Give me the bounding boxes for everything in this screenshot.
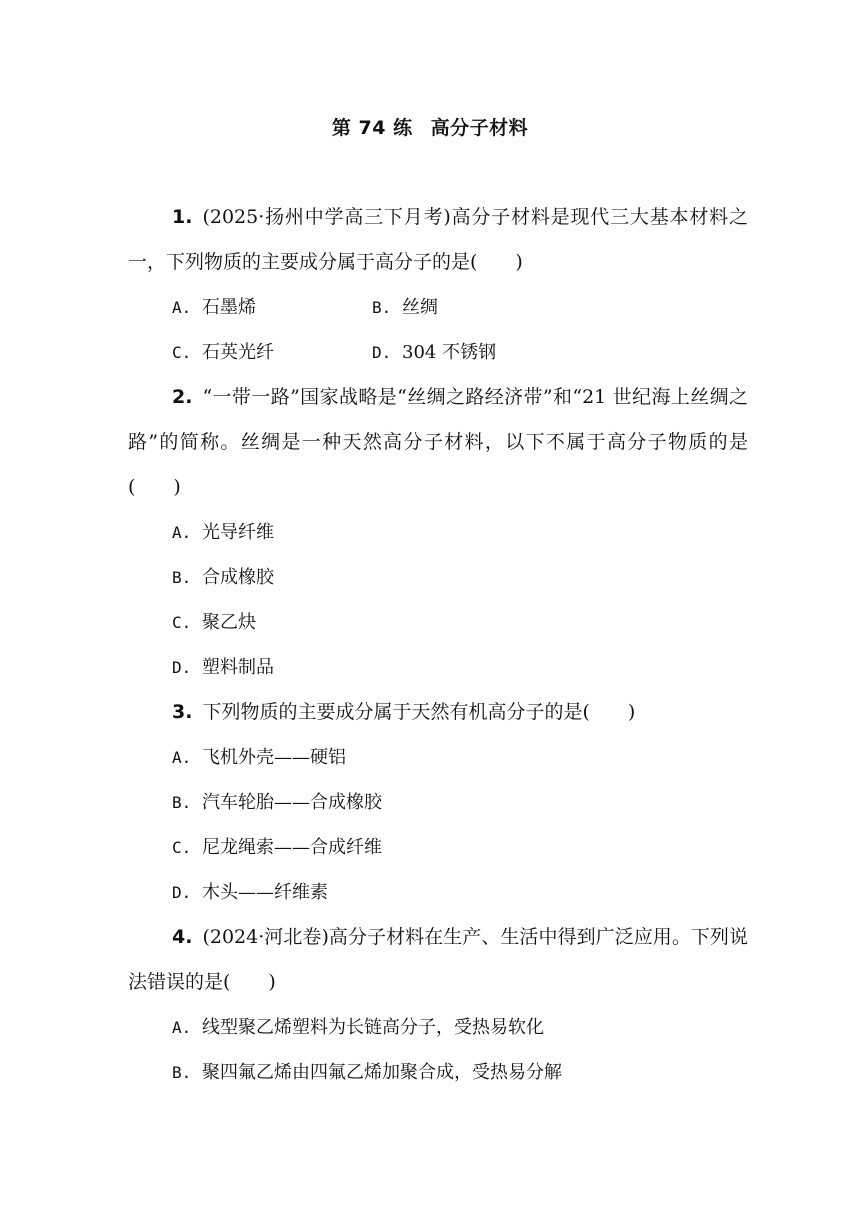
option-a: [172, 510, 274, 555]
option-text: 线型聚乙烯塑料为长链高分子，受热易软化: [202, 1017, 544, 1038]
question-text: (2025·扬州中学高三下月考)高分子材料是现代三大基本材料之一，下列物质的主要成分属于高分子的是( ): [128, 206, 748, 273]
question-text: 下列物质的主要成分属于天然有机高分子的是( ): [202, 701, 636, 723]
option-text: 飞机外壳——硬铝: [202, 747, 346, 768]
option-text: 合成橡胶: [202, 567, 274, 588]
option-text: 尼龙绳索——合成纤维: [202, 837, 382, 858]
option-text: 聚四氟乙烯由四氟乙烯加聚合成，受热易分解: [202, 1062, 562, 1083]
question-number: 1.: [172, 206, 193, 228]
option-letter: C.: [172, 343, 192, 362]
option-text: 石英光纤: [202, 342, 274, 363]
question-text: (2024·河北卷)高分子材料在生产、生活中得到广泛应用。下列说法错误的是( ): [128, 926, 748, 993]
option-row: [172, 330, 497, 375]
option-b: [172, 1050, 562, 1095]
option-text: 丝绸: [402, 297, 438, 318]
question-stem: [128, 915, 748, 1005]
option-letter: C.: [172, 613, 192, 632]
question-4: [128, 915, 748, 1005]
option-letter: A.: [172, 748, 192, 767]
option-a: [172, 297, 256, 318]
option-c: [172, 600, 256, 645]
option-c: [172, 342, 274, 363]
option-text: 聚乙炔: [202, 612, 256, 633]
option-letter: B.: [172, 568, 192, 587]
option-text: 汽车轮胎——合成橡胶: [202, 792, 382, 813]
option-text: 光导纤维: [202, 522, 274, 543]
question-2: [128, 375, 748, 510]
option-d: [172, 870, 328, 915]
question-1: [128, 195, 748, 285]
question-3: [128, 690, 748, 735]
option-a: [172, 1005, 544, 1050]
option-letter: B.: [172, 793, 192, 812]
option-text: 304 不锈钢: [402, 342, 497, 363]
option-text: 石墨烯: [202, 297, 256, 318]
question-stem: [128, 195, 748, 285]
option-b: [372, 285, 438, 330]
option-c: [172, 825, 382, 870]
option-b: [172, 555, 274, 600]
option-letter: A.: [172, 298, 192, 317]
option-row: [172, 285, 438, 330]
exercise-number: 第 74 练: [331, 117, 413, 139]
option-letter: D.: [172, 658, 192, 677]
option-d: [172, 645, 274, 690]
option-letter: D.: [172, 883, 192, 902]
option-text: 塑料制品: [202, 657, 274, 678]
question-number: 4.: [172, 926, 193, 948]
option-a: [172, 735, 346, 780]
option-letter: A.: [172, 1018, 192, 1037]
option-letter: C.: [172, 838, 192, 857]
option-letter: B.: [172, 1063, 192, 1082]
question-text: “一带一路”国家战略是“丝绸之路经济带”和“21 世纪海上丝绸之路”的简称。丝绸是一种天然高分子材料，以下不属于高分子物质的是( ): [128, 386, 748, 498]
exercise-topic: 高分子材料: [430, 117, 529, 139]
question-stem: [128, 375, 748, 510]
page-title: [0, 113, 860, 140]
question-stem: [128, 690, 748, 735]
question-number: 3.: [172, 701, 193, 723]
option-letter: A.: [172, 523, 192, 542]
option-b: [172, 780, 382, 825]
option-letter: B.: [372, 298, 392, 317]
question-number: 2.: [172, 386, 193, 408]
option-text: 木头——纤维素: [202, 882, 328, 903]
option-letter: D.: [372, 343, 392, 362]
option-d: [372, 330, 496, 375]
